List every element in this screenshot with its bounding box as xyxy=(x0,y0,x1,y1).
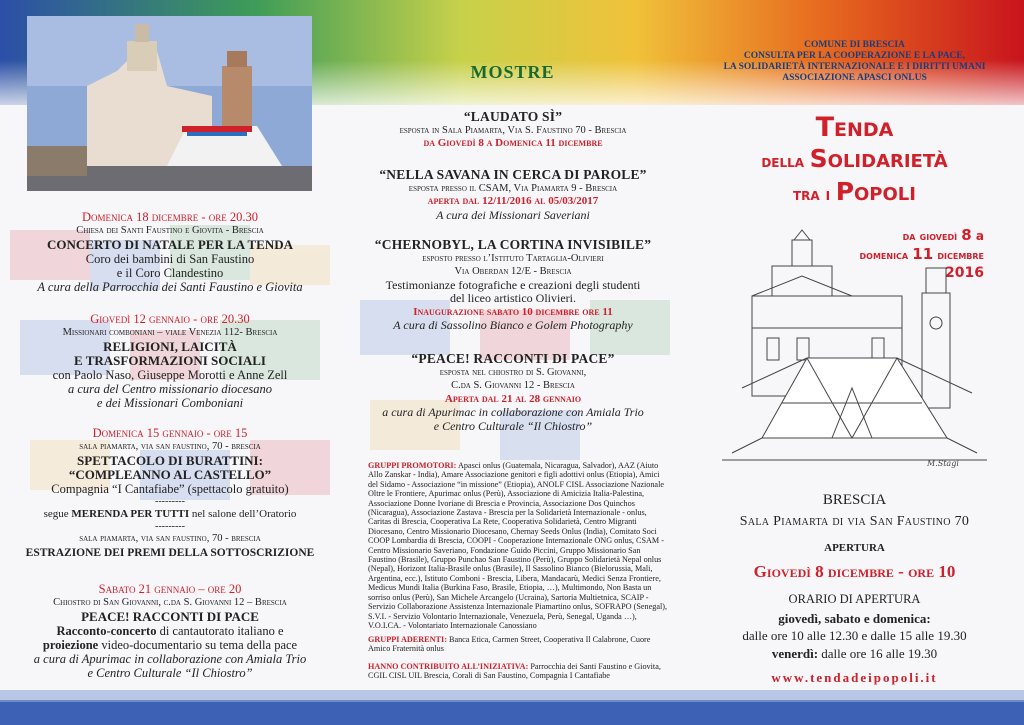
event-note: a cura del Centro missionario diocesano xyxy=(67,382,273,396)
middle-panel xyxy=(340,0,685,725)
event-burattini xyxy=(10,426,330,560)
separator: --------- xyxy=(155,496,185,507)
exhibit-place: esposta presso il CSAM, Via Piamarta 9 - Brescia xyxy=(408,182,618,194)
separator: --------- xyxy=(155,521,185,532)
date-a: a xyxy=(975,229,984,243)
orario-label: ORARIO DI APERTURA xyxy=(788,592,921,606)
merenda-bold: MERENDA PER TUTTI xyxy=(71,508,190,520)
title-line2 xyxy=(685,144,1024,177)
merenda-post: nel salone dell’Oratorio xyxy=(191,508,297,520)
aderenti-block xyxy=(368,635,668,654)
event-religioni xyxy=(10,312,330,410)
exhibit-place: esposto presso l’Istituto Tartaglia-Olivieri xyxy=(422,252,604,264)
event-place: sala piamarta, via san faustino, 70 - brescia xyxy=(79,533,261,544)
event-place: Chiesa dei Santi Faustino e Giovita - Brescia xyxy=(76,225,264,236)
exhibit-dates: aperta dal 12/11/2016 al 05/03/2017 xyxy=(427,195,599,207)
event-line: e il Coro Clandestino xyxy=(116,266,224,280)
title-popoli: Popoli xyxy=(835,177,916,206)
estrazione: ESTRAZIONE DEI PREMI DELLA SOTTOSCRIZIONE xyxy=(25,547,315,559)
event-note: A cura della Parrocchia dei Santi Faustino e Giovita xyxy=(37,280,303,294)
exhibit-note: A cura dei Missionari Saveriani xyxy=(436,207,590,222)
event-title: RELIGIONI, LAICITÀ xyxy=(103,339,237,354)
exhibit-title: “LAUDATO SÌ” xyxy=(463,109,563,124)
exhibit-title: “PEACE! RACCONTI DI PACE” xyxy=(411,351,615,366)
city: BRESCIA xyxy=(822,492,887,508)
event-place: Chiostro di San Giovanni, c.da S. Giovanni 12 – Brescia xyxy=(53,597,287,608)
event-place: sala piamarta, via san faustino, 70 - brescia xyxy=(79,441,261,452)
event-title: PEACE! RACCONTI DI PACE xyxy=(81,609,259,624)
event-line: Coro dei bambini di San Faustino xyxy=(85,252,255,266)
exhibit-place: esposta nel chiostro di S. Giovanni, xyxy=(439,366,587,378)
event-title: “COMPLEANNO AL CASTELLO” xyxy=(68,467,272,482)
friday-line xyxy=(685,646,1024,662)
event-place: Missionari comboniani – viale Venezia 112- Brescia xyxy=(62,327,278,338)
org-line: COMUNE DI BRESCIA xyxy=(804,40,905,50)
event-date: Domenica 15 gennaio - ore 15 xyxy=(92,426,248,440)
event-note: e Centro Culturale “Il Chiostro” xyxy=(87,666,253,680)
opening-date: Giovedì 8 dicembre - ore 10 xyxy=(753,562,956,581)
promotori-heading: GRUPPI PROMOTORI: xyxy=(368,461,457,470)
title-line3 xyxy=(685,177,1024,210)
event-title: CONCERTO DI NATALE PER LA TENDA xyxy=(47,237,293,252)
organizers xyxy=(685,40,1024,84)
days-thu-sat-sun: giovedì, sabato e domenica: xyxy=(778,611,931,626)
exhibit-place: esposta in Sala Piamarta, Via S. Faustino 70 - Brescia xyxy=(399,124,627,136)
aderenti-heading: GRUPPI ADERENTI: xyxy=(368,635,447,644)
exhibit-chernobyl xyxy=(358,238,668,333)
exhibit-desc: del liceo artistico Olivieri. xyxy=(450,291,576,305)
date-num: 8 xyxy=(961,226,972,244)
exhibit-desc: Testimonianze fotografiche e creazioni degli studenti xyxy=(385,277,641,292)
artist-signature: M.Stagi xyxy=(927,459,959,468)
promotori-text: Apasci onlus (Guatemala, Nicaragua, Salvador), AAZ (Aiuto Allo Zanskar - India), Amare Associazione genitori e figli adottivi onlus (Etiopia), Amici del Sidamo - Associazione “in missione” (Etiopia), ANOLF CISL Associazione Nazionale Oltre le Frontiere, Apurimac onlus (Perù), Associazione di Amicizia Italia-Palestina, Associazione Donne Ivoriane di Brescia e Provincia, Associazione Dos Quinchos (Nicaragua), Associazione Zastava - Brescia per la Solidarietà Internazionale - onlus, Caritas di Brescia, Cooperativa La Rete, Cooperativa Solidarietà, Centro Migranti Diocesano, Centro Missionario Diocesano, Chernay Seeds Onlus (India), Comitato Soci COOP Lombardia di Brescia, COOPI - Cooperazione Internazionale ONG onlus, CSAM - Centro Missionario Saveriano, Fondazione Guido Piccini, Gruppo Missionario San Faustino (Brasile), Gruppo Punchao San Faustino (Perù), Gruppo Solidarietà Nepal onlus (Nepal), Horizont Italia-Brasile onlus (Brasile), Il Sassolino Bianco (Bielorussia, Mali, Argentina, ecc.), Istituto Comboni - Brescia, Libera, Mandacarù, Medici Senza Frontiere, Medicus Mundi Italia (Burkina Faso, Brasile, Etiopia, …), Multimondo, Non Basta un sorriso onlus (Perù), San Michele Arcangelo (Ucraina), Sartoria Multietnica, SCAIP - Servizio Collaborazione Assistenza Internazionale Piamartino onlus, SOFRAPO (Senegal), S.V.I. - Servizio Volontario Internazionale, Venezuela, Perù, Senegal, Uganda …), V.O.I.CA. - Volontariato Internazionale Canossiano xyxy=(368,461,668,630)
org-line: ASSOCIAZIONE APASCI ONLUS xyxy=(782,73,927,83)
date-dicembre: dicembre xyxy=(937,248,984,262)
date-num: 11 xyxy=(912,245,934,263)
exhibit-savana xyxy=(358,168,668,222)
date-domenica: domenica xyxy=(859,248,909,262)
venue: Sala Piamarta di via San Faustino 70 xyxy=(739,514,970,529)
event-title: E TRASFORMAZIONI SOCIALI xyxy=(74,353,266,368)
contributo-text: Parrocchia dei Santi Faustino e Giovita, CGIL CISL UIL Brescia, Corali di San Faustino, Compagnia I Cantafiabe xyxy=(368,662,661,681)
merenda-pre: segue xyxy=(43,508,69,520)
line-text: di cantautorato italiano e xyxy=(159,624,284,638)
exhibit-note: a cura di Apurimac in collaborazione con Amiala Trio xyxy=(382,405,644,419)
title-solidarieta: Solidarietà xyxy=(809,144,948,173)
date-year: 2016 xyxy=(945,265,984,281)
exhibit-note: A cura di Sassolino Bianco e Golem Photography xyxy=(393,318,633,332)
event-note: e dei Missionari Comboniani xyxy=(96,396,244,410)
exhibit-place: C.da S. Giovanni 12 - Brescia xyxy=(451,380,575,391)
event-note: a cura di Apurimac in collaborazione con Amiala Trio xyxy=(33,652,307,666)
merenda-line xyxy=(10,507,330,521)
title-tenda: Tenda xyxy=(815,112,894,143)
line-bold: Racconto-concerto xyxy=(56,624,157,638)
event-date: Giovedì 12 gennaio - ore 20.30 xyxy=(90,312,250,326)
org-line: CONSULTA PER LA COOPERAZIONE E LA PACE, xyxy=(743,51,966,61)
event-date: Domenica 18 dicembre - ore 20.30 xyxy=(82,210,258,224)
church-photo xyxy=(27,16,312,191)
title-della: della xyxy=(761,152,805,172)
exhibit-dates: Inaugurazione sabato 10 dicembre ore 11 xyxy=(413,305,613,318)
title-trai: tra i xyxy=(793,185,831,205)
line-text: video-documentario su tema della pace xyxy=(101,638,298,652)
event-title: SPETTACOLO DI BURATTINI: xyxy=(77,453,263,468)
left-panel xyxy=(0,0,340,725)
days-fri: venerdì: xyxy=(771,646,819,661)
contributo-block xyxy=(368,662,668,681)
event-line xyxy=(10,624,330,638)
event-line: con Paolo Naso, Giuseppe Morotti e Anne Zell xyxy=(52,368,288,382)
right-panel xyxy=(685,0,1024,725)
mostre-heading: MOSTRE xyxy=(470,62,555,82)
main-title xyxy=(685,112,1024,210)
hours-main: dalle ore 10 alle 12.30 e dalle 15 alle 19.30 xyxy=(742,628,967,643)
org-line: LA SOLIDARIETÀ INTERNAZIONALE E I DIRITTI UMANI xyxy=(723,62,986,72)
aderenti-text: Banca Etica, Carmen Street, Cooperativa Il Calabrone, Cuore Amico Fraternità onlus xyxy=(368,635,651,654)
event-concerto xyxy=(10,210,330,294)
line-bold: proiezione xyxy=(42,638,99,652)
exhibit-place: Via Oberdan 12/E - Brescia xyxy=(454,266,572,277)
exhibit-title: “NELLA SAVANA IN CERCA DI PAROLE” xyxy=(379,167,647,182)
exhibit-peace xyxy=(358,352,668,433)
event-line: Compagnia “I Cantafiabe” (spettacolo gratuito) xyxy=(51,482,289,496)
apertura-label: APERTURA xyxy=(824,542,885,554)
event-peace xyxy=(10,582,330,680)
website-link[interactable]: www.tendadeipopoli.it xyxy=(771,670,938,685)
hours-fri: dalle ore 16 alle 19.30 xyxy=(821,646,938,661)
event-line xyxy=(10,638,330,652)
date-da: da giovedì xyxy=(902,229,958,243)
contributo-heading: HANNO CONTRIBUITO ALL’INIZIATIVA: xyxy=(368,662,529,671)
event-date: Sabato 21 gennaio – ore 20 xyxy=(98,582,242,596)
promotori-block xyxy=(368,461,668,630)
exhibit-dates: da Giovedì 8 a Domenica 11 dicembre xyxy=(423,137,603,149)
church-tent-drawing xyxy=(722,228,987,476)
exhibit-title: “CHERNOBYL, LA CORTINA INVISIBILE” xyxy=(374,237,652,252)
exhibit-dates: Aperta dal 21 al 28 gennaio xyxy=(444,392,582,405)
exhibit-laudato xyxy=(358,110,668,151)
exhibit-note: e Centro Culturale “Il Chiostro” xyxy=(433,418,593,433)
